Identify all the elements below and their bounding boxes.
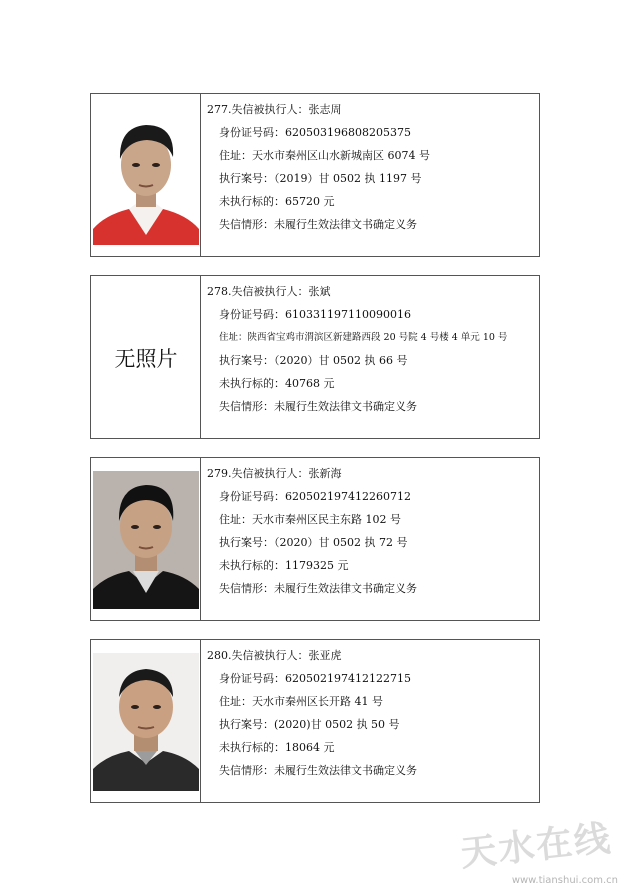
record-277 xyxy=(90,93,540,257)
photo-cell xyxy=(91,94,201,256)
unexecuted-amount: 未执行标的：1179325 元 xyxy=(219,559,349,572)
address: 住址：天水市秦州区山水新城南区 6074 号 xyxy=(219,149,430,162)
dishonest-situation: 失信情形：未履行生效法律文书确定义务 xyxy=(219,218,417,231)
dishonest-situation: 失信情形：未履行生效法律文书确定义务 xyxy=(219,764,417,777)
no-photo-label: 无照片 xyxy=(114,347,178,371)
record-278 xyxy=(90,275,540,439)
unexecuted-amount: 未执行标的：18064 元 xyxy=(219,741,335,754)
record-279 xyxy=(90,457,540,621)
dishonest-situation: 失信情形：未履行生效法律文书确定义务 xyxy=(219,582,417,595)
case-number: 执行案号：（2020）甘 0502 执 72 号 xyxy=(219,536,408,549)
photo-cell xyxy=(91,640,201,802)
portrait-image xyxy=(93,653,199,791)
unexecuted-amount: 未执行标的：65720 元 xyxy=(219,195,335,208)
record-header: 279.失信被执行人：张新海 xyxy=(207,467,342,480)
portrait-image xyxy=(93,107,199,245)
person-photo xyxy=(93,653,199,791)
record-info xyxy=(207,462,535,600)
portrait-image xyxy=(93,471,199,609)
record-header: 280.失信被执行人：张亚虎 xyxy=(207,649,342,662)
address: 住址：天水市秦州区长开路 41 号 xyxy=(219,695,383,708)
address: 住址：陕西省宝鸡市渭滨区新建路西段 20 号院 4 号楼 4 单元 10 号 xyxy=(219,332,508,343)
case-number: 执行案号：(2020)甘 0502 执 50 号 xyxy=(219,718,400,731)
watermark-logo: 天水在线 xyxy=(458,818,615,875)
unexecuted-amount: 未执行标的：40768 元 xyxy=(219,377,335,390)
person-photo xyxy=(93,471,199,609)
record-header: 277.失信被执行人：张志周 xyxy=(207,103,342,116)
dishonest-situation: 失信情形：未履行生效法律文书确定义务 xyxy=(219,400,417,413)
case-number: 执行案号：（2020）甘 0502 执 66 号 xyxy=(219,354,408,367)
watermark-url: www.tianshui.com.cn xyxy=(511,875,618,886)
site-watermark xyxy=(448,818,624,888)
record-info xyxy=(207,280,535,418)
id-number: 身份证号码：610331197110090016 xyxy=(219,308,411,321)
id-number: 身份证号码：620502197412260712 xyxy=(219,490,411,503)
id-number: 身份证号码：620502197412122715 xyxy=(219,672,411,685)
photo-cell xyxy=(91,276,201,438)
person-photo xyxy=(93,107,199,245)
photo-cell xyxy=(91,458,201,620)
address: 住址：天水市秦州区民主东路 102 号 xyxy=(219,513,401,526)
record-280 xyxy=(90,639,540,803)
case-number: 执行案号：（2019）甘 0502 执 1197 号 xyxy=(219,172,422,185)
id-number: 身份证号码：620503196808205375 xyxy=(219,126,411,139)
record-info xyxy=(207,98,535,236)
record-header: 278.失信被执行人：张斌 xyxy=(207,285,331,298)
record-info xyxy=(207,644,535,782)
